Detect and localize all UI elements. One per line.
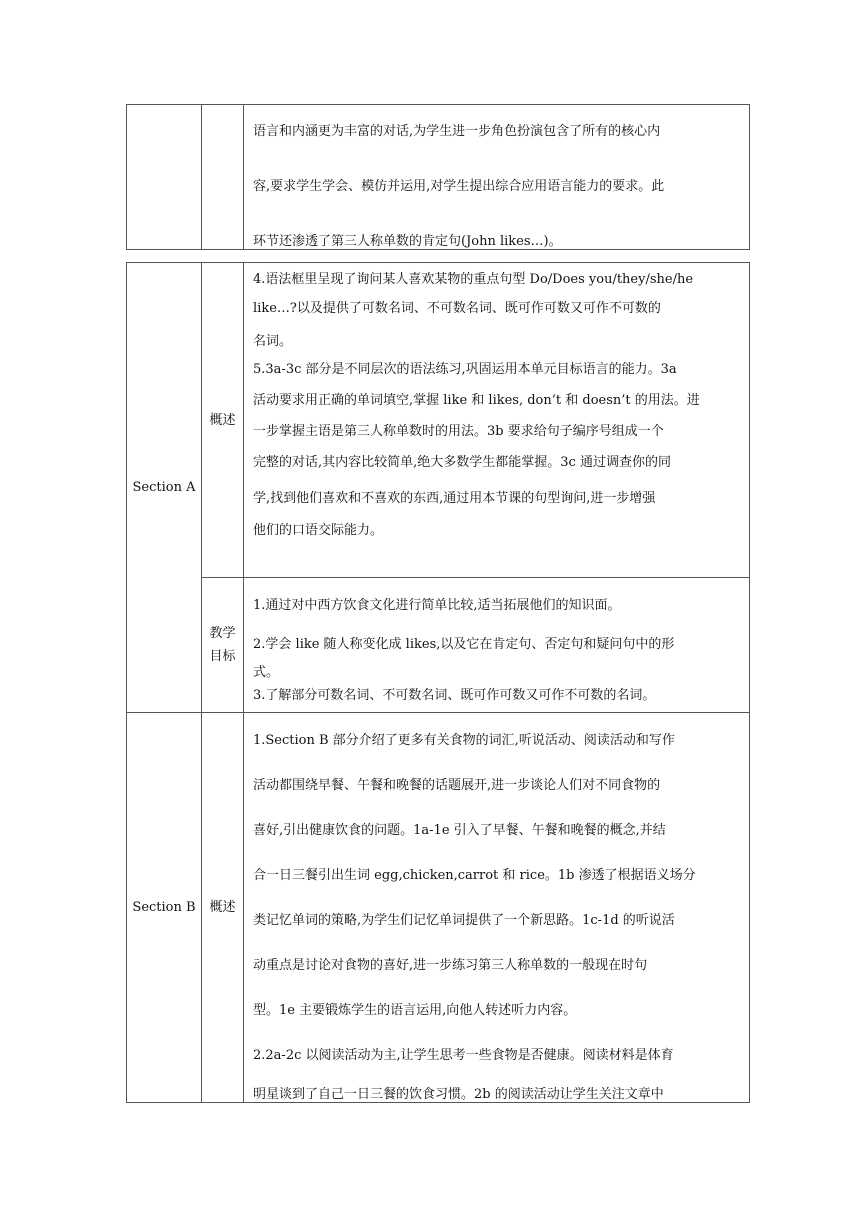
text-line: 合一日三餐引出生词 egg,chicken,carrot 和 rice。1b 渗透了根据语义场分 xyxy=(253,868,696,883)
curriculum-table xyxy=(126,262,750,1103)
text-line: 5.3a-3c 部分是不同层次的语法练习,巩固运用本单元目标语言的能力。3a xyxy=(253,362,677,377)
empty-section-cell xyxy=(127,105,202,250)
section-b-overview xyxy=(244,713,750,1103)
continued-table xyxy=(126,104,750,250)
text-line: 2.2a-2c 以阅读活动为主,让学生思考一些食物是否健康。阅读材料是体育 xyxy=(253,1048,674,1063)
text-line: 明星谈到了自己一日三餐的饮食习惯。2b 的阅读活动让学生关注文章中 xyxy=(253,1087,664,1102)
table-row xyxy=(127,105,750,250)
goals-label-line: 教学 xyxy=(209,626,236,641)
empty-category-cell xyxy=(202,105,244,250)
text-line: 类记忆单词的策略,为学生们记忆单词提供了一个新思路。1c-1d 的听说活 xyxy=(253,913,675,928)
text-line: 学,找到他们喜欢和不喜欢的东西,通过用本节课的句型询问,进一步增强 xyxy=(253,491,656,506)
text-line: 动重点是讨论对食物的喜好,进一步练习第三人称单数的一般现在时句 xyxy=(253,958,648,973)
text-line: 喜好,引出健康饮食的问题。1a-1e 引入了早餐、午餐和晚餐的概念,并结 xyxy=(253,823,666,838)
text-line: 环节还渗透了第三人称单数的肯定句(John likes…)。 xyxy=(253,234,562,249)
text-line: 名词。 xyxy=(253,334,293,349)
text-line: 1.Section B 部分介绍了更多有关食物的词汇,听说活动、阅读活动和写作 xyxy=(253,733,675,748)
text-line: 他们的口语交际能力。 xyxy=(253,523,384,538)
text-line: 容,要求学生学会、模仿并运用,对学生提出综合应用语言能力的要求。此 xyxy=(253,179,665,194)
text-line: 语言和内涵更为丰富的对话,为学生进一步角色扮演包含了所有的核心内 xyxy=(253,124,661,139)
section-b-label: Section B xyxy=(127,713,202,1103)
text-line: 2.学会 like 随人称变化成 likes,以及它在肯定句、否定句和疑问句中的形 xyxy=(253,637,675,652)
section-a-goals xyxy=(244,578,750,713)
section-a-label: Section A xyxy=(127,263,202,713)
table-row xyxy=(127,578,750,713)
text-line: 活动要求用正确的单词填空,掌握 like 和 likes, don’t 和 doesn’t 的用法。进 xyxy=(253,393,700,408)
text-line: 3.了解部分可数名词、不可数名词、既可作可数又可作不可数的名词。 xyxy=(253,688,656,703)
table-row xyxy=(127,263,750,578)
goals-label-line: 目标 xyxy=(209,649,236,664)
text-line: 1.通过对中西方饮食文化进行简单比较,适当拓展他们的知识面。 xyxy=(253,598,621,613)
goals-label xyxy=(202,578,244,713)
overview-label: 概述 xyxy=(202,263,244,578)
section-a-overview xyxy=(244,263,750,578)
text-line: 一步掌握主语是第三人称单数时的用法。3b 要求给句子编序号组成一个 xyxy=(253,424,664,439)
text-line: 式。 xyxy=(253,665,280,680)
text-line: 型。1e 主要锻炼学生的语言运用,向他人转述听力内容。 xyxy=(253,1003,577,1018)
content-cell xyxy=(244,105,750,250)
overview-label: 概述 xyxy=(202,713,244,1103)
table-row xyxy=(127,713,750,1103)
text-line: 活动都围绕早餐、午餐和晚餐的话题展开,进一步谈论人们对不同食物的 xyxy=(253,778,661,793)
text-line: 完整的对话,其内容比较简单,绝大多数学生都能掌握。3c 通过调查你的同 xyxy=(253,455,671,470)
text-line: like…?以及提供了可数名词、不可数名词、既可作可数又可作不可数的 xyxy=(253,301,661,316)
text-line: 4.语法框里呈现了询问某人喜欢某物的重点句型 Do/Does you/they/she/he xyxy=(253,272,694,287)
